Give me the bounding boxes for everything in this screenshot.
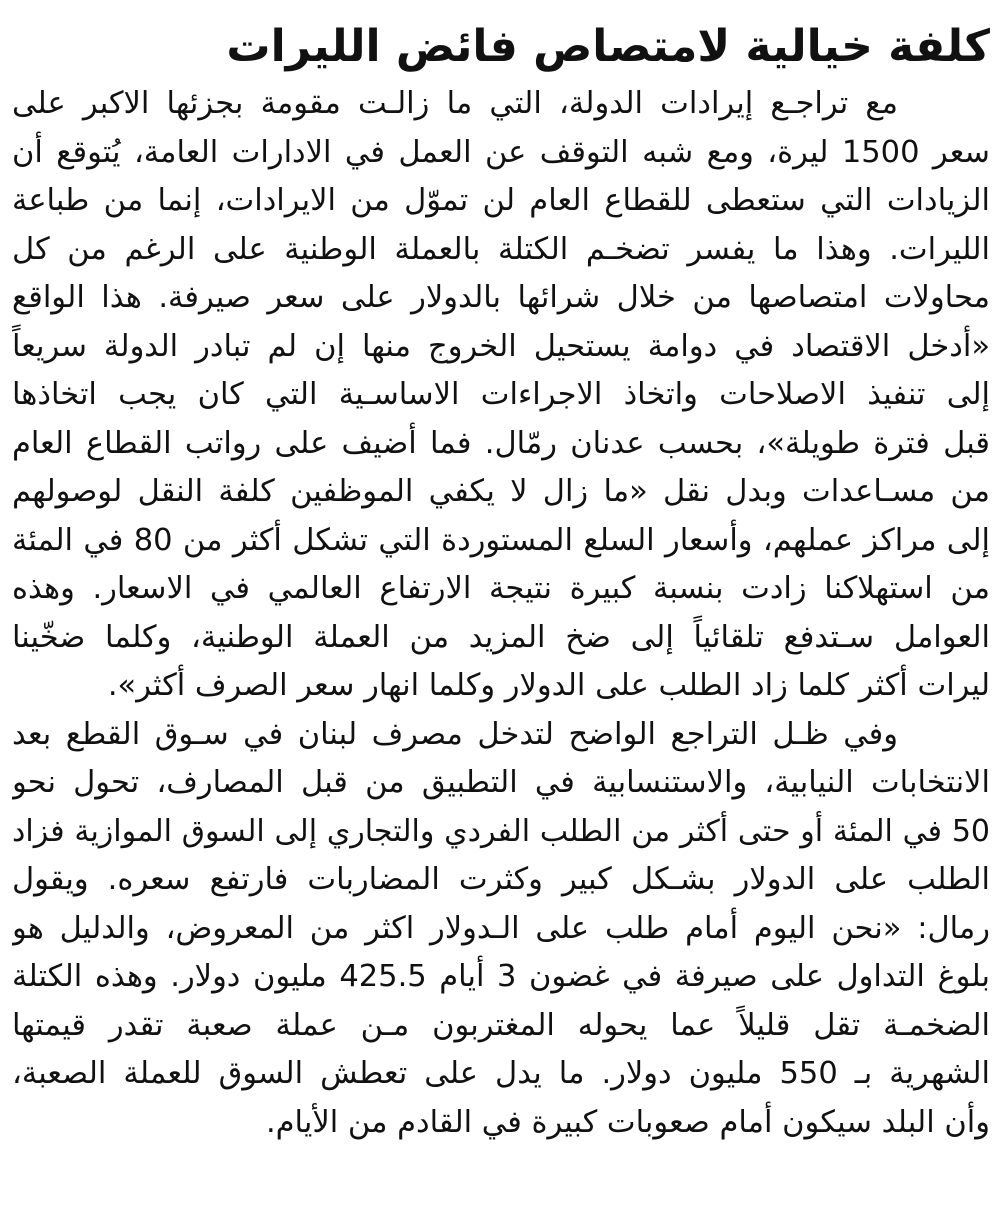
paragraph-line: «أدخل الاقتصاد في دوامة يستحيل الخروج منها إن لم تبادر الدولة سريعاً <box>12 328 990 364</box>
paragraph-line: رمال: «نحن اليوم أمام طلب على الـدولار اكثر من المعروض، والدليل هو <box>12 910 990 946</box>
paragraph-line: من استهلاكنا زادت بنسبة كبيرة نتيجة الارتفاع العالمي في الاسعار. وهذه <box>12 571 990 606</box>
article-paragraph-2 <box>12 711 990 1148</box>
paragraph-line: بلوغ التداول على صيرفة في غضون 3 أيام 425.5 مليون دولار. وهذه الكتلة <box>12 959 990 994</box>
paragraph-line: العوامل سـتدفع تلقائياً إلى ضخ المزيد من العملة الوطنية، وكلما ضخّينا <box>12 619 990 655</box>
paragraph-line: من مسـاعدات وبدل نقل «ما زال لا يكفي الموظفين كلفة النقل لوصولهم <box>12 474 990 509</box>
paragraph-line: الشهرية بـ 550 مليون دولار. ما يدل على تعطش السوق للعملة الصعبة، <box>12 1056 990 1091</box>
paragraph-line: الانتخابات النيابية، والاستنسابية في التطبيق من قبل المصارف، تحول نحو <box>12 765 990 800</box>
paragraph-line: الليرات. وهذا ما يفسر تضخـم الكتلة بالعملة الوطنية على الرغم من كل <box>12 231 990 267</box>
article-headline: كلفة خيالية لامتصاص فائض الليرات <box>226 21 990 72</box>
paragraph-line: وفي ظـل التراجع الواضح لتدخل مصرف لبنان في سـوق القطع بعد <box>12 716 898 752</box>
article-body <box>12 80 990 1147</box>
paragraph-line: 50 في المئة أو حتى أكثر من الطلب الفردي والتجاري إلى السوق الموازية فزاد <box>12 813 990 849</box>
paragraph-line: مع تراجـع إيرادات الدولة، التي ما زالـت مقومة بجزئها الاكبر على <box>12 86 898 121</box>
paragraph-line: محاولات امتصاصها من خلال شرائها بالدولار على سعر صيرفة. هذا الواقع <box>12 280 990 315</box>
paragraph-line: الضخمـة تقل قليلاً عما يحوله المغتربون مـن عملة صعبة تقدر قيمتها <box>12 1007 990 1043</box>
article-paragraph-1 <box>12 80 990 711</box>
paragraph-line: ليرات أكثر كلما زاد الطلب على الدولار وكلما انهار سعر الصرف أكثر». <box>107 668 990 703</box>
paragraph-line: الزيادات التي ستعطى للقطاع العام لن تموّل من الايرادات، إنما من طباعة <box>12 183 990 218</box>
paragraph-line: إلى مراكز عملهم، وأسعار السلع المستوردة التي تشكل أكثر من 80 في المئة <box>12 522 990 558</box>
paragraph-line: إلى تنفيذ الاصلاحات واتخاذ الاجراءات الاساسـية التي كان يجب اتخاذها <box>12 377 990 412</box>
paragraph-line: سعر 1500 ليرة، ومع شبه التوقف عن العمل في الادارات العامة، يُتوقع أن <box>12 134 990 170</box>
paragraph-line: قبل فترة طويلة»، بحسب عدنان رمّال. فما أضيف على رواتب القطاع العام <box>12 425 990 461</box>
news-article <box>12 14 990 1147</box>
paragraph-line: وأن البلد سيكون أمام صعوبات كبيرة في القادم من الأيام. <box>265 1104 990 1140</box>
paragraph-line: الطلب على الدولار بشـكل كبير وكثرت المضاربات فارتفع سعره. ويقول <box>12 862 990 897</box>
